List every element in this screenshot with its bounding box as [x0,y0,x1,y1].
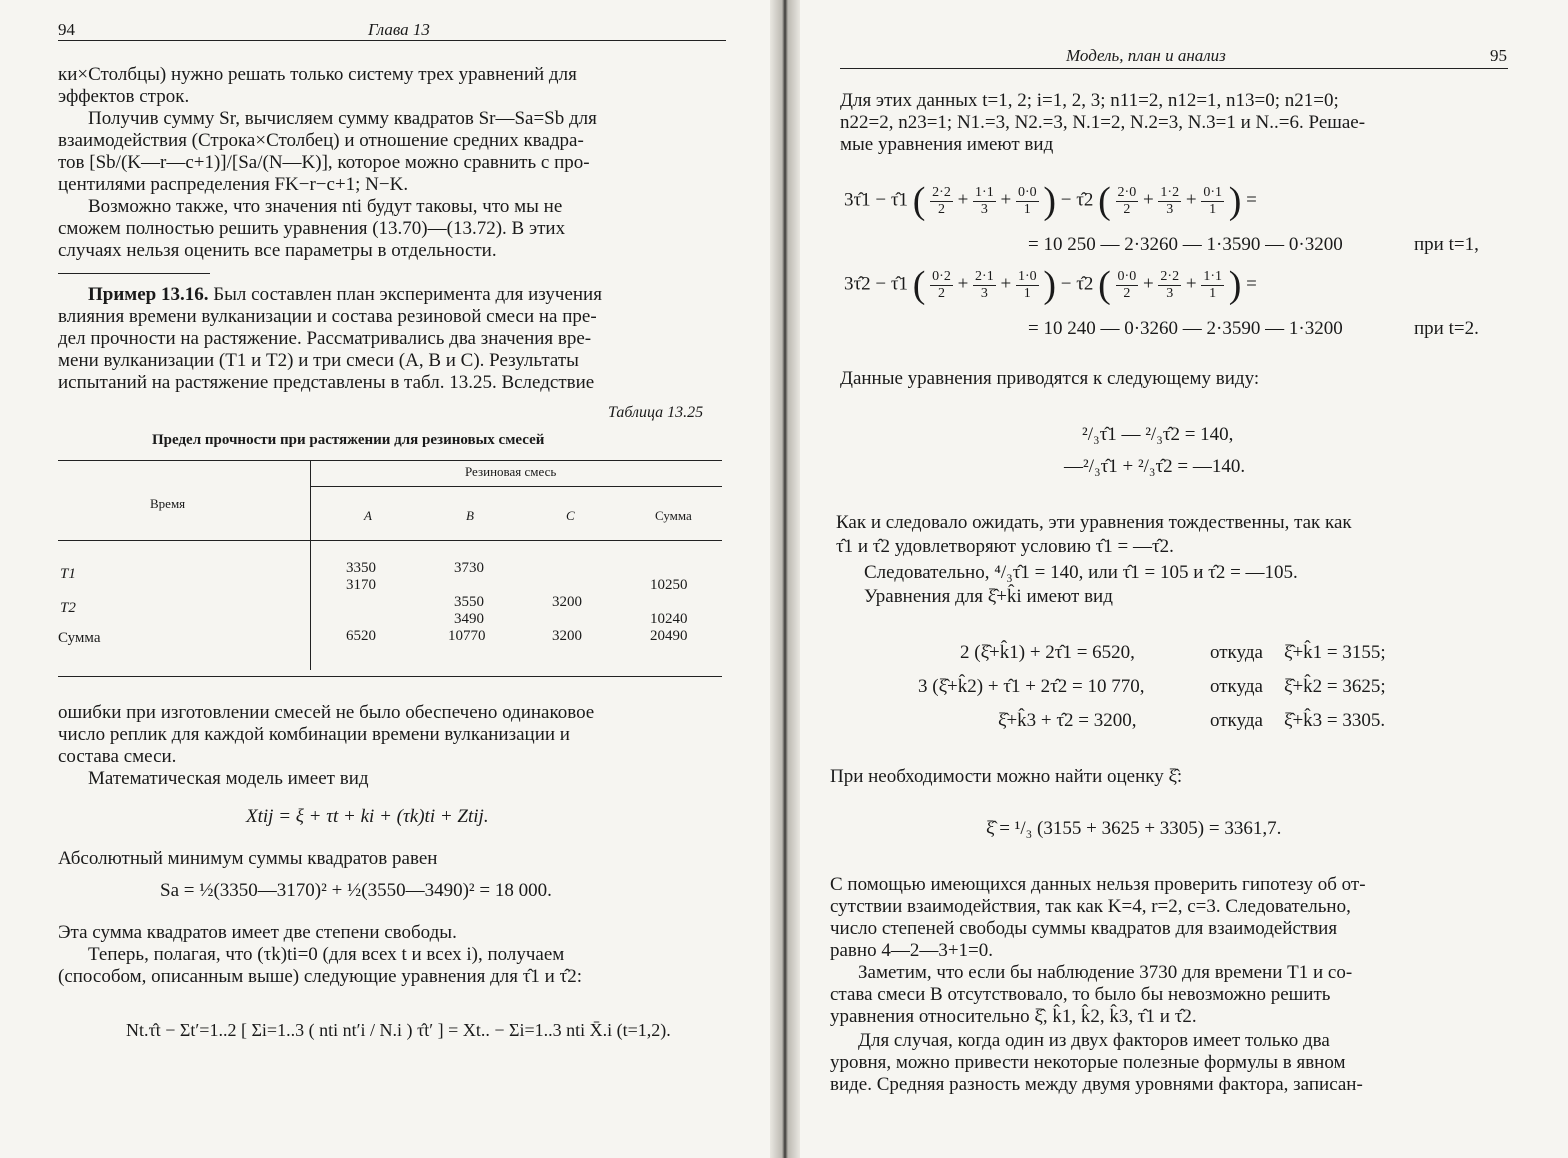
fraction-den: 3 [1166,285,1174,301]
table-col-A: A [364,508,372,523]
text-line: уровня, можно привести некоторые полезные формулы в явном [830,1052,1346,1073]
fraction-num: 0·0 [1017,184,1037,200]
text-line: Математическая модель имеет вид [88,768,369,789]
table-cell: 3550 [454,594,484,610]
table-cell: 10250 [650,577,688,593]
table-cell: 3490 [454,611,484,627]
row-label-sum: Сумма [58,630,101,646]
text-line: дел прочности на растяжение. Рассматривались два значения вре- [58,328,592,349]
running-head: Глава 13 [368,20,430,39]
text-line: испытаний на растяжение представлены в табл. 13.25. Вследствие [58,372,595,393]
fraction-num: 0·0 [1117,268,1137,284]
text-line: Получив сумму Sr, вычисляем сумму квадратов Sr—Sa=Sb для [88,108,597,129]
table-cell: 6520 [346,628,376,644]
text-line: Был составлен план эксперимента для изучения [208,284,602,305]
table-cell: 3730 [454,560,484,576]
fraction-den: 3 [980,201,988,217]
fraction-den: 3 [980,285,988,301]
right-page [800,0,1568,1158]
book-gutter [770,0,800,1158]
eq-term: − τ̂2 [1060,273,1094,295]
text-line: Для этих данных t=1, 2; i=1, 2, 3; n11=2, n12=1, n13=0; n21=0; [840,90,1339,111]
k-equation-word: откуда [1210,710,1263,731]
text-line: Данные уравнения приводятся к следующему виду: [840,368,1260,389]
text-line: тов [Sb/(K—r—c+1)]/[Sa/(N—K)], которое можно сравнить с про- [58,152,590,173]
table-group-header: Резиновая смесь [465,464,557,479]
text-line: Уравнения для ξ̂+k̂i имеют вид [864,586,1113,607]
row-label-T2: T2 [60,600,76,616]
text-line: Следовательно, ⁴/₃τ̂1 = 140, или τ̂1 = 105 и τ̂2 = —105. [864,562,1298,583]
system-equation-2-cond: при t=2. [1414,318,1479,339]
text-line: n22=2, n23=1; N1.=3, N2.=3, N.1=2, N.2=3, N.3=1 и N..=6. Решае- [840,112,1366,133]
eq-term: − τ̂2 [1060,189,1094,211]
fraction-den: 1 [1209,285,1217,301]
system-equation-2-rhs: = 10 240 — 0·3260 — 2·3590 — 1·3200 [1028,318,1343,339]
text-line: При необходимости можно найти оценку ξ̂: [830,766,1183,787]
table-bottom-rule [58,676,722,677]
eq-term: 3τ̂2 − τ̂1 [844,273,908,295]
k-equation-lhs: ξ̂+k̂3 + τ̂2 = 3200, [998,710,1137,731]
k-equation-lhs: 2 (ξ̂+k̂1) + 2τ̂1 = 6520, [960,642,1135,663]
table-cell: 10240 [650,611,688,627]
text-line: Эта сумма квадратов имеет две степени свободы. [58,922,457,943]
text-line: взаимодействия (Строка×Столбец) и отношение средних квадра- [58,130,584,151]
text-line: число реплик для каждой комбинации времени вулканизации и [58,724,570,745]
text-line: става смеси B отсутствовало, то было бы невозможно решить [830,984,1331,1005]
k-equation-lhs: 3 (ξ̂+k̂2) + τ̂1 + 2τ̂2 = 10 770, [918,676,1145,697]
fraction-den: 2 [1123,201,1131,217]
system-equation-2: 3τ̂2 − τ̂1 ( $\frac{0\cdot 2}{2}$ + $\frac{2\cdot 1}{3}$ + $\frac{1\cdot 0}{1}$ ) − τ̂2 ( $\frac{0\cdot 0}{2}$ + $\frac{2\cdot 2}{3}$ + $\frac{1\cdot 1}{1}$ ) = [844,264,1257,306]
table-cell: 3170 [346,577,376,593]
sa-equation: Sa = ½(3350—3170)² + ½(3550—3490)² = 18 000. [160,880,552,901]
fraction-den: 1 [1023,201,1031,217]
k-equation-rhs: ξ̂+k̂1 = 3155; [1284,642,1386,663]
fraction-num: 0·1 [1203,184,1222,200]
left-page [0,0,770,1158]
fraction-den: 2 [1123,285,1131,301]
text-line: влияния времени вулканизации и состава резиновой смеси на пре- [58,306,597,327]
sum-equation: Nt.τ̂t − Σt′=1..2 [ Σi=1..3 ( nti nt′i / N.i ) τ̂t′ ] = Xt.. − Σi=1..3 nti X̄.i (t=1,2). [126,1020,671,1040]
table-header-rule [58,540,722,541]
table-col-C: C [566,508,575,523]
text-line: сутствии взаимодействия, так как K=4, r=2, c=3. Следовательно, [830,896,1351,917]
fraction-den: 1 [1023,285,1031,301]
table-cell: 3350 [346,560,376,576]
text-line: мени вулканизации (T1 и T2) и три смеси (A, B и C). Результаты [58,350,579,371]
k-equation-rhs: ξ̂+k̂3 = 3305. [1284,710,1386,731]
text-line: Заметим, что если бы наблюдение 3730 для времени T1 и со- [858,962,1353,983]
system-equation-1-rhs: = 10 250 — 2·3260 — 1·3590 — 0·3200 [1028,234,1343,255]
model-equation: Xtij = ξ + τt + ki + (τk)ti + Ztij. [246,806,489,827]
fraction-num: 1·2 [1160,184,1180,200]
table-cell: 10770 [448,628,486,644]
text-line: центилями распределения FK−r−c+1; N−K. [58,174,409,195]
system-equation-1-cond: при t=1, [1414,234,1479,255]
example-label: Пример 13.16. [88,284,209,305]
fraction-den: 2 [937,285,945,301]
text-line: сможем полностью решить уравнения (13.70)—(13.72). В этих [58,218,566,239]
table-group-rule [310,486,722,487]
k-equation-word: откуда [1210,642,1263,663]
running-head: Модель, план и анализ [1066,46,1226,65]
fraction-num: 2·1 [975,268,994,284]
table-caption: Предел прочности при растяжении для резиновых смесей [152,432,545,448]
fraction-den: 1 [1209,201,1217,217]
text-line: случаях нельзя оценить все параметры в отдельности. [58,240,497,261]
header-rule [840,68,1508,69]
fraction-den: 2 [937,201,945,217]
text-line: Абсолютный минимум суммы квадратов равен [58,848,438,869]
table-label: Таблица 13.25 [608,404,704,421]
k-equation-rhs: ξ̂+k̂2 = 3625; [1284,676,1386,697]
fraction-num: 1·1 [975,184,994,200]
text-line: Для случая, когда один из двух факторов имеет только два [858,1030,1330,1051]
table-top-rule [58,460,722,461]
table-cell: 3200 [552,628,582,644]
fraction-num: 0·2 [932,268,951,284]
fraction-num: 2·2 [932,184,951,200]
text-line: равно 4—2—3+1=0. [830,940,994,961]
text-line: уравнения относительно ξ̂, k̂1, k̂2, k̂3, τ̂1 и τ̂2. [830,1006,1197,1027]
page-number: 94 [58,20,75,39]
eq-term: 3τ̂1 − τ̂1 [844,189,908,211]
k-equation-word: откуда [1210,676,1263,697]
row-label-T1: T1 [60,566,76,582]
fraction-num: 2·2 [1160,268,1180,284]
table-col-B: B [466,508,474,523]
table-time-header: Время [150,496,186,511]
xi-equation: ξ̂ = ¹/₃ (3155 + 3625 + 3305) = 3361,7. [986,818,1282,839]
table-cell: 3200 [552,594,582,610]
text-line: мые уравнения имеют вид [840,134,1054,155]
text-line: ошибки при изготовлении смесей не было обеспечено одинаковое [58,702,595,723]
text-line: ки×Столбцы) нужно решать только систему трех уравнений для [58,64,577,85]
text-line: эффектов строк. [58,86,190,107]
system-equation-1: 3τ̂1 − τ̂1 ( $\frac{2\cdot 2}{2}$ + $\frac{1\cdot 1}{3}$ + $\frac{0\cdot 0}{1}$ ) − τ̂2 ( $\frac{2\cdot 0}{2}$ + $\frac{1\cdot 2}{3}$ + $\frac{0\cdot 1}{1}$ ) = [844,180,1257,222]
reduced-equation-1: ²/₃τ̂1 — ²/₃τ̂2 = 140, [1082,424,1234,445]
page-number: 95 [1490,46,1507,65]
text-line: число степеней свободы суммы квадратов для взаимодействия [830,918,1338,939]
reduced-equation-2: —²/₃τ̂1 + ²/₃τ̂2 = —140. [1064,456,1246,477]
table-divider [310,460,311,670]
fraction-num: 1·0 [1017,268,1037,284]
table-col-sum: Сумма [655,508,692,523]
text-line: (способом, описанным выше) следующие уравнения для τ̂1 и τ̂2: [58,966,582,987]
text-line: состава смеси. [58,746,177,767]
section-rule [58,273,210,274]
example-first-line [88,284,602,306]
fraction-num: 2·0 [1117,184,1137,200]
text-line: С помощью имеющихся данных нельзя проверить гипотезу об от- [830,874,1366,895]
text-line: Как и следовало ожидать, эти уравнения тождественны, так как [836,512,1352,533]
table-cell: 20490 [650,628,688,644]
text-line: Теперь, полагая, что (τk)ti=0 (для всех t и всех i), получаем [88,944,565,965]
text-line: виде. Средняя разность между двумя уровнями фактора, записан- [830,1074,1363,1095]
header-rule [58,40,726,41]
fraction-den: 3 [1166,201,1174,217]
text-line: Возможно также, что значения nti будут таковы, что мы не [88,196,563,217]
fraction-num: 1·1 [1203,268,1222,284]
text-line: τ̂1 и τ̂2 удовлетворяют условию τ̂1 = —τ̂2. [836,536,1174,557]
